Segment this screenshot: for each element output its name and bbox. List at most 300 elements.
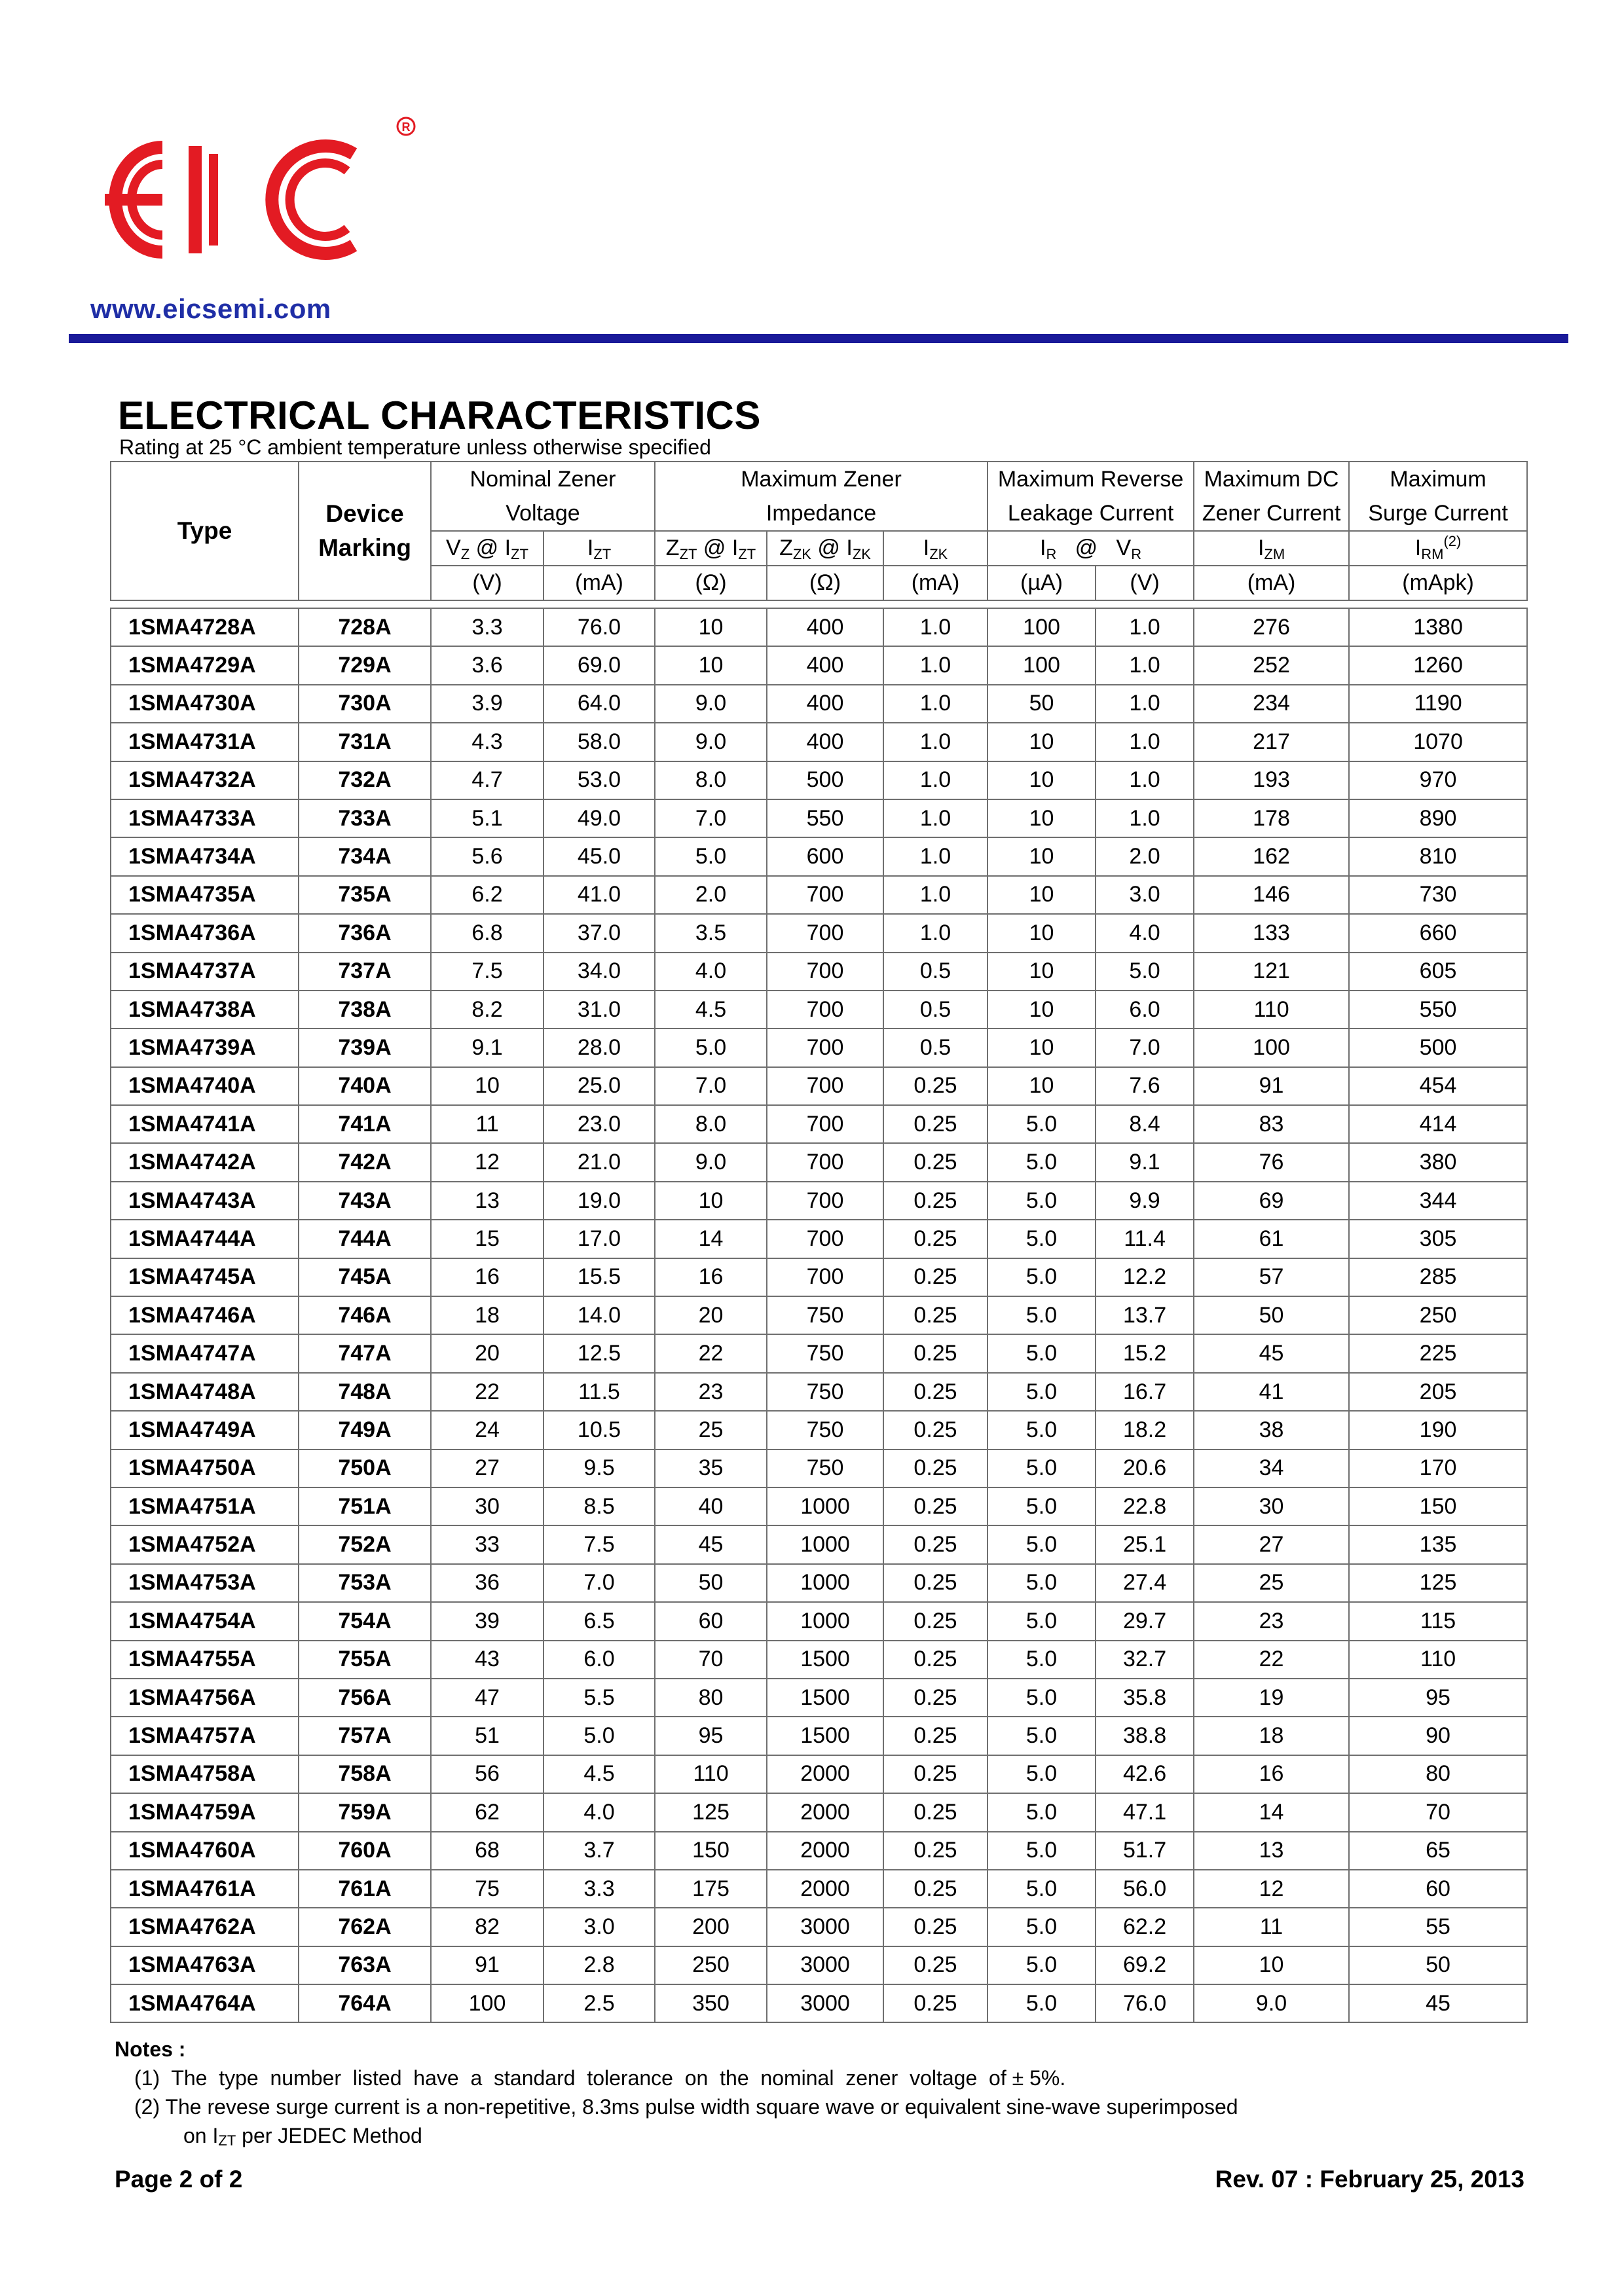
header-max-zener-1: Maximum Zener <box>655 462 987 496</box>
cell-ir: 5.0 <box>987 1182 1096 1220</box>
cell-ir: 5.0 <box>987 1564 1096 1602</box>
cell-vz: 12 <box>431 1143 544 1181</box>
table-row <box>111 723 1527 761</box>
cell-vr: 6.0 <box>1096 991 1194 1029</box>
cell-device-marking: 740A <box>299 1067 431 1105</box>
symbol-izt: $I_{ZT}$ <box>544 531 655 566</box>
cell-vz: 6.2 <box>431 876 544 914</box>
cell-irm: 380 <box>1349 1143 1527 1181</box>
cell-device-marking: 746A <box>299 1296 431 1334</box>
cell-zzk: 700 <box>767 1029 883 1066</box>
cell-irm: 660 <box>1349 914 1527 952</box>
cell-zzk: 700 <box>767 914 883 952</box>
cell-ir: 5.0 <box>987 1105 1096 1143</box>
cell-izt: 5.0 <box>544 1717 655 1755</box>
cell-izk: 0.25 <box>883 1182 987 1220</box>
table-row <box>111 991 1527 1029</box>
cell-ir: 100 <box>987 608 1096 646</box>
cell-zzk: 2000 <box>767 1755 883 1793</box>
cell-device-marking: 743A <box>299 1182 431 1220</box>
cell-irm: 970 <box>1349 761 1527 799</box>
cell-irm: 250 <box>1349 1296 1527 1334</box>
cell-device-marking: 728A <box>299 608 431 646</box>
cell-zzt: 16 <box>655 1258 767 1296</box>
cell-zzt: 2.0 <box>655 876 767 914</box>
cell-zzt: 9.0 <box>655 685 767 723</box>
cell-izt: 2.8 <box>544 1946 655 1984</box>
cell-vz: 91 <box>431 1946 544 1984</box>
cell-izk: 0.25 <box>883 1296 987 1334</box>
page-number: Page 2 of 2 <box>115 2166 243 2193</box>
header-rule <box>69 334 1568 343</box>
cell-vr: 51.7 <box>1096 1832 1194 1870</box>
cell-type: 1SMA4759A <box>111 1793 299 1831</box>
cell-vz: 3.6 <box>431 646 544 684</box>
cell-device-marking: 753A <box>299 1564 431 1602</box>
cell-izt: 31.0 <box>544 991 655 1029</box>
cell-zzk: 700 <box>767 1143 883 1181</box>
cell-vz: 3.9 <box>431 685 544 723</box>
cell-device-marking: 733A <box>299 799 431 837</box>
cell-vr: 22.8 <box>1096 1487 1194 1525</box>
cell-ir: 5.0 <box>987 1870 1096 1908</box>
cell-zzt: 4.0 <box>655 953 767 991</box>
cell-vz: 20 <box>431 1334 544 1372</box>
cell-izk: 0.25 <box>883 1334 987 1372</box>
cell-zzk: 750 <box>767 1449 883 1487</box>
cell-vr: 1.0 <box>1096 761 1194 799</box>
website-url[interactable]: www.eicsemi.com <box>90 293 331 324</box>
cell-device-marking: 729A <box>299 646 431 684</box>
cell-zzt: 125 <box>655 1793 767 1831</box>
cell-zzk: 2000 <box>767 1793 883 1831</box>
cell-irm: 414 <box>1349 1105 1527 1143</box>
cell-ir: 5.0 <box>987 1717 1096 1755</box>
cell-zzt: 4.5 <box>655 991 767 1029</box>
cell-vr: 35.8 <box>1096 1679 1194 1717</box>
cell-type: 1SMA4749A <box>111 1411 299 1449</box>
cell-izt: 21.0 <box>544 1143 655 1181</box>
header-max-surge-2: Surge Current <box>1349 496 1527 531</box>
table-row <box>111 1793 1527 1831</box>
cell-type: 1SMA4730A <box>111 685 299 723</box>
cell-izm: 19 <box>1194 1679 1349 1717</box>
cell-izt: 10.5 <box>544 1411 655 1449</box>
cell-zzt: 25 <box>655 1411 767 1449</box>
cell-vz: 100 <box>431 1984 544 2022</box>
cell-type: 1SMA4748A <box>111 1373 299 1411</box>
cell-type: 1SMA4760A <box>111 1832 299 1870</box>
cell-irm: 125 <box>1349 1564 1527 1602</box>
cell-vr: 3.0 <box>1096 876 1194 914</box>
cell-izt: 76.0 <box>544 608 655 646</box>
symbol-zzt: $Z_{ZT}$ @ $I_{ZT}$ <box>655 531 767 566</box>
table-row <box>111 876 1527 914</box>
cell-izt: 53.0 <box>544 761 655 799</box>
cell-izm: 9.0 <box>1194 1984 1349 2022</box>
cell-zzt: 60 <box>655 1602 767 1640</box>
cell-izk: 0.25 <box>883 1832 987 1870</box>
cell-vr: 2.0 <box>1096 837 1194 875</box>
unit-izk: (mA) <box>883 566 987 600</box>
electrical-characteristics-table <box>110 461 1528 2023</box>
cell-device-marking: 739A <box>299 1029 431 1066</box>
cell-zzt: 70 <box>655 1641 767 1679</box>
cell-izm: 10 <box>1194 1946 1349 1984</box>
cell-izk: 0.25 <box>883 1564 987 1602</box>
cell-izm: 252 <box>1194 646 1349 684</box>
table-row <box>111 761 1527 799</box>
cell-vr: 1.0 <box>1096 608 1194 646</box>
cell-device-marking: 745A <box>299 1258 431 1296</box>
cell-irm: 70 <box>1349 1793 1527 1831</box>
cell-device-marking: 761A <box>299 1870 431 1908</box>
cell-zzk: 400 <box>767 646 883 684</box>
cell-zzk: 400 <box>767 608 883 646</box>
cell-ir: 5.0 <box>987 1143 1096 1181</box>
cell-izt: 28.0 <box>544 1029 655 1066</box>
unit-zzk: (Ω) <box>767 566 883 600</box>
cell-type: 1SMA4763A <box>111 1946 299 1984</box>
table-row <box>111 837 1527 875</box>
cell-device-marking: 759A <box>299 1793 431 1831</box>
cell-type: 1SMA4752A <box>111 1525 299 1563</box>
cell-vz: 36 <box>431 1564 544 1602</box>
cell-device-marking: 760A <box>299 1832 431 1870</box>
cell-vr: 12.2 <box>1096 1258 1194 1296</box>
cell-izt: 9.5 <box>544 1449 655 1487</box>
table-row <box>111 1984 1527 2022</box>
cell-ir: 10 <box>987 799 1096 837</box>
cell-izt: 58.0 <box>544 723 655 761</box>
cell-izm: 83 <box>1194 1105 1349 1143</box>
cell-device-marking: 762A <box>299 1908 431 1946</box>
cell-device-marking: 749A <box>299 1411 431 1449</box>
table-row <box>111 1679 1527 1717</box>
cell-irm: 90 <box>1349 1717 1527 1755</box>
cell-izk: 1.0 <box>883 723 987 761</box>
cell-ir: 5.0 <box>987 1832 1096 1870</box>
symbol-zzk: $Z_{ZK}$ @ $I_{ZK}$ <box>767 531 883 566</box>
cell-zzt: 50 <box>655 1564 767 1602</box>
cell-izk: 0.25 <box>883 1487 987 1525</box>
cell-izk: 0.5 <box>883 953 987 991</box>
cell-izk: 0.25 <box>883 1717 987 1755</box>
cell-izm: 14 <box>1194 1793 1349 1831</box>
cell-device-marking: 741A <box>299 1105 431 1143</box>
cell-type: 1SMA4732A <box>111 761 299 799</box>
cell-zzt: 95 <box>655 1717 767 1755</box>
cell-zzk: 550 <box>767 799 883 837</box>
cell-zzk: 750 <box>767 1373 883 1411</box>
cell-izt: 6.5 <box>544 1602 655 1640</box>
cell-izm: 50 <box>1194 1296 1349 1334</box>
cell-device-marking: 731A <box>299 723 431 761</box>
cell-ir: 5.0 <box>987 1373 1096 1411</box>
cell-ir: 5.0 <box>987 1525 1096 1563</box>
unit-ir: (µA) <box>987 566 1096 600</box>
cell-device-marking: 764A <box>299 1984 431 2022</box>
cell-vr: 1.0 <box>1096 723 1194 761</box>
table-row <box>111 1105 1527 1143</box>
cell-zzk: 1000 <box>767 1525 883 1563</box>
cell-zzt: 80 <box>655 1679 767 1717</box>
cell-izk: 0.5 <box>883 991 987 1029</box>
cell-izm: 133 <box>1194 914 1349 952</box>
cell-izt: 25.0 <box>544 1067 655 1105</box>
cell-izm: 34 <box>1194 1449 1349 1487</box>
cell-zzk: 700 <box>767 1258 883 1296</box>
cell-type: 1SMA4755A <box>111 1641 299 1679</box>
cell-izm: 25 <box>1194 1564 1349 1602</box>
cell-izk: 0.25 <box>883 1679 987 1717</box>
cell-zzt: 9.0 <box>655 1143 767 1181</box>
cell-ir: 5.0 <box>987 1449 1096 1487</box>
cell-vr: 29.7 <box>1096 1602 1194 1640</box>
cell-zzk: 1500 <box>767 1641 883 1679</box>
table-row <box>111 646 1527 684</box>
cell-device-marking: 747A <box>299 1334 431 1372</box>
cell-vr: 7.6 <box>1096 1067 1194 1105</box>
cell-ir: 10 <box>987 761 1096 799</box>
cell-vz: 11 <box>431 1105 544 1143</box>
table-row <box>111 1755 1527 1793</box>
cell-izk: 0.25 <box>883 1793 987 1831</box>
cell-irm: 95 <box>1349 1679 1527 1717</box>
cell-zzt: 150 <box>655 1832 767 1870</box>
note-1: (1) The type number listed have a standard tolerance on the nominal zener voltage of ± 5%. <box>134 2066 1066 2090</box>
cell-vz: 15 <box>431 1220 544 1258</box>
header-marking-line2: Marking <box>318 534 411 561</box>
cell-device-marking: 744A <box>299 1220 431 1258</box>
cell-izm: 18 <box>1194 1717 1349 1755</box>
cell-device-marking: 751A <box>299 1487 431 1525</box>
cell-zzt: 175 <box>655 1870 767 1908</box>
cell-izm: 13 <box>1194 1832 1349 1870</box>
header-type: Type <box>111 462 299 600</box>
cell-vr: 76.0 <box>1096 1984 1194 2022</box>
cell-izt: 15.5 <box>544 1258 655 1296</box>
cell-izt: 14.0 <box>544 1296 655 1334</box>
cell-zzt: 5.0 <box>655 837 767 875</box>
table-spacer <box>111 600 1527 608</box>
cell-izk: 1.0 <box>883 799 987 837</box>
cell-type: 1SMA4762A <box>111 1908 299 1946</box>
cell-ir: 5.0 <box>987 1334 1096 1372</box>
cell-device-marking: 738A <box>299 991 431 1029</box>
cell-device-marking: 754A <box>299 1602 431 1640</box>
cell-zzk: 500 <box>767 761 883 799</box>
cell-vz: 24 <box>431 1411 544 1449</box>
cell-vz: 5.6 <box>431 837 544 875</box>
cell-vr: 9.9 <box>1096 1182 1194 1220</box>
svg-text:R: R <box>401 120 411 134</box>
cell-type: 1SMA4747A <box>111 1334 299 1372</box>
cell-zzt: 110 <box>655 1755 767 1793</box>
cell-zzk: 700 <box>767 953 883 991</box>
header-max-dc-1: Maximum DC <box>1194 462 1349 496</box>
table-row <box>111 1946 1527 1984</box>
cell-zzt: 8.0 <box>655 1105 767 1143</box>
table-row <box>111 1029 1527 1066</box>
cell-type: 1SMA4753A <box>111 1564 299 1602</box>
cell-irm: 1070 <box>1349 723 1527 761</box>
cell-type: 1SMA4734A <box>111 837 299 875</box>
cell-ir: 5.0 <box>987 1679 1096 1717</box>
cell-type: 1SMA4751A <box>111 1487 299 1525</box>
cell-izt: 3.7 <box>544 1832 655 1870</box>
cell-izk: 0.25 <box>883 1602 987 1640</box>
cell-zzk: 1000 <box>767 1487 883 1525</box>
cell-zzk: 1500 <box>767 1717 883 1755</box>
table-row <box>111 1487 1527 1525</box>
header-nominal-zener-1: Nominal Zener <box>431 462 655 496</box>
cell-izm: 217 <box>1194 723 1349 761</box>
cell-vr: 20.6 <box>1096 1449 1194 1487</box>
cell-ir: 5.0 <box>987 1755 1096 1793</box>
cell-vr: 25.1 <box>1096 1525 1194 1563</box>
cell-vz: 4.7 <box>431 761 544 799</box>
cell-vz: 68 <box>431 1832 544 1870</box>
cell-zzk: 400 <box>767 685 883 723</box>
cell-irm: 65 <box>1349 1832 1527 1870</box>
table-row <box>111 685 1527 723</box>
cell-vz: 43 <box>431 1641 544 1679</box>
cell-zzt: 5.0 <box>655 1029 767 1066</box>
table-row <box>111 1334 1527 1372</box>
cell-device-marking: 763A <box>299 1946 431 1984</box>
table-row <box>111 1870 1527 1908</box>
cell-zzt: 23 <box>655 1373 767 1411</box>
cell-type: 1SMA4733A <box>111 799 299 837</box>
cell-ir: 10 <box>987 723 1096 761</box>
cell-device-marking: 737A <box>299 953 431 991</box>
table-row <box>111 608 1527 646</box>
cell-zzk: 1500 <box>767 1679 883 1717</box>
cell-ir: 5.0 <box>987 1487 1096 1525</box>
unit-izm: (mA) <box>1194 566 1349 600</box>
cell-device-marking: 736A <box>299 914 431 952</box>
cell-vr: 38.8 <box>1096 1717 1194 1755</box>
cell-zzk: 700 <box>767 1105 883 1143</box>
cell-irm: 285 <box>1349 1258 1527 1296</box>
header-marking-line1: Device <box>325 500 404 527</box>
cell-irm: 150 <box>1349 1487 1527 1525</box>
cell-izt: 8.5 <box>544 1487 655 1525</box>
cell-izm: 162 <box>1194 837 1349 875</box>
unit-vz: (V) <box>431 566 544 600</box>
cell-zzt: 10 <box>655 608 767 646</box>
cell-ir: 5.0 <box>987 1602 1096 1640</box>
cell-vr: 13.7 <box>1096 1296 1194 1334</box>
cell-izt: 3.3 <box>544 1870 655 1908</box>
cell-device-marking: 750A <box>299 1449 431 1487</box>
cell-irm: 890 <box>1349 799 1527 837</box>
symbol-irm: $I_{RM}^{(2)}$ <box>1349 531 1527 566</box>
cell-ir: 5.0 <box>987 1984 1096 2022</box>
cell-izm: 61 <box>1194 1220 1349 1258</box>
cell-type: 1SMA4761A <box>111 1870 299 1908</box>
cell-izk: 1.0 <box>883 608 987 646</box>
table-row <box>111 1832 1527 1870</box>
cell-vz: 75 <box>431 1870 544 1908</box>
cell-irm: 205 <box>1349 1373 1527 1411</box>
cell-ir: 100 <box>987 646 1096 684</box>
cell-ir: 10 <box>987 1067 1096 1105</box>
cell-zzt: 9.0 <box>655 723 767 761</box>
cell-vz: 62 <box>431 1793 544 1831</box>
cell-vz: 9.1 <box>431 1029 544 1066</box>
cell-ir: 5.0 <box>987 1908 1096 1946</box>
cell-zzk: 700 <box>767 1182 883 1220</box>
cell-vz: 10 <box>431 1067 544 1105</box>
cell-vz: 22 <box>431 1373 544 1411</box>
cell-izm: 27 <box>1194 1525 1349 1563</box>
cell-izm: 41 <box>1194 1373 1349 1411</box>
cell-device-marking: 756A <box>299 1679 431 1717</box>
cell-izt: 3.0 <box>544 1908 655 1946</box>
cell-type: 1SMA4729A <box>111 646 299 684</box>
cell-irm: 190 <box>1349 1411 1527 1449</box>
cell-ir: 10 <box>987 991 1096 1029</box>
cell-izm: 22 <box>1194 1641 1349 1679</box>
cell-vz: 82 <box>431 1908 544 1946</box>
cell-vz: 56 <box>431 1755 544 1793</box>
note-2-continuation: on IZT per JEDEC Method <box>183 2124 422 2149</box>
cell-type: 1SMA4744A <box>111 1220 299 1258</box>
cell-izm: 100 <box>1194 1029 1349 1066</box>
cell-type: 1SMA4745A <box>111 1258 299 1296</box>
cell-izm: 91 <box>1194 1067 1349 1105</box>
cell-zzk: 700 <box>767 1220 883 1258</box>
cell-type: 1SMA4736A <box>111 914 299 952</box>
unit-irm: (mApk) <box>1349 566 1527 600</box>
cell-vz: 8.2 <box>431 991 544 1029</box>
cell-izk: 0.25 <box>883 1525 987 1563</box>
cell-device-marking: 757A <box>299 1717 431 1755</box>
cell-izm: 45 <box>1194 1334 1349 1372</box>
cell-izk: 1.0 <box>883 685 987 723</box>
cell-irm: 55 <box>1349 1908 1527 1946</box>
cell-izk: 0.25 <box>883 1220 987 1258</box>
cell-izt: 34.0 <box>544 953 655 991</box>
table-row <box>111 1143 1527 1181</box>
cell-izk: 0.25 <box>883 1449 987 1487</box>
cell-irm: 810 <box>1349 837 1527 875</box>
cell-irm: 80 <box>1349 1755 1527 1793</box>
unit-izt: (mA) <box>544 566 655 600</box>
cell-type: 1SMA4741A <box>111 1105 299 1143</box>
cell-irm: 605 <box>1349 953 1527 991</box>
cell-vr: 8.4 <box>1096 1105 1194 1143</box>
cell-zzt: 22 <box>655 1334 767 1372</box>
cell-izt: 37.0 <box>544 914 655 952</box>
cell-ir: 50 <box>987 685 1096 723</box>
cell-izt: 11.5 <box>544 1373 655 1411</box>
cell-zzt: 10 <box>655 646 767 684</box>
cell-izk: 0.25 <box>883 1067 987 1105</box>
cell-vz: 27 <box>431 1449 544 1487</box>
cell-zzk: 2000 <box>767 1870 883 1908</box>
cell-vr: 5.0 <box>1096 953 1194 991</box>
cell-izk: 0.25 <box>883 1411 987 1449</box>
cell-ir: 10 <box>987 953 1096 991</box>
cell-vz: 13 <box>431 1182 544 1220</box>
header-max-surge-1: Maximum <box>1349 462 1527 496</box>
cell-izk: 0.25 <box>883 1641 987 1679</box>
cell-irm: 454 <box>1349 1067 1527 1105</box>
cell-irm: 135 <box>1349 1525 1527 1563</box>
